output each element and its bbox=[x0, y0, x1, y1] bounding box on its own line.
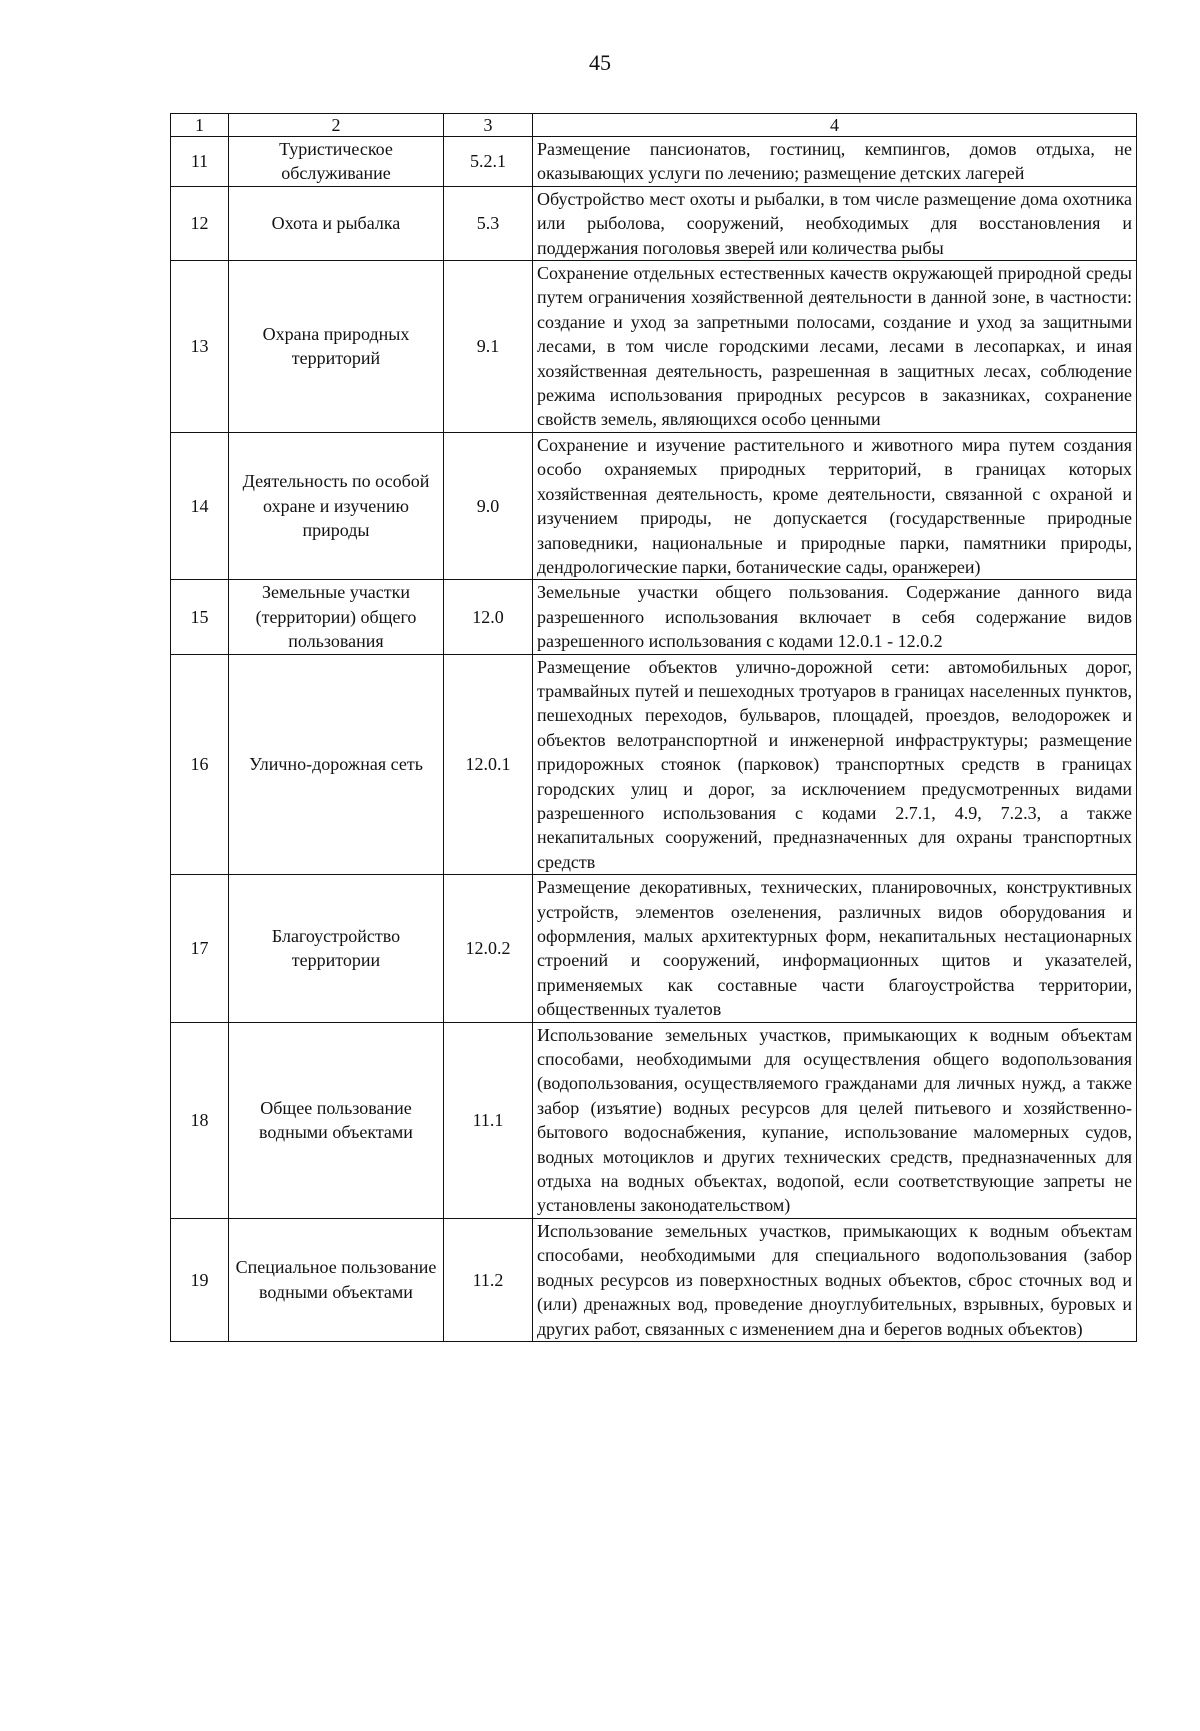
row-number: 19 bbox=[171, 1218, 229, 1341]
table-row bbox=[171, 580, 1137, 654]
use-type-description: Использование земельных участков, примыкающих к водным объектам способами, необходимыми для осуществления общего водопользования (водопользования, осуществляемого гражданами для личных нужд, а также забор (изъятие) водных ресурсов для целей питьевого и хозяйственно-бытового водоснабжения, купание, использование маломерных судов, водных мотоциклов и других технических средств, предназначенных для отдыха на водных объектах, водопой, если соответствующие запреты не установлены законодательством) bbox=[533, 1022, 1137, 1218]
use-type-description: Земельные участки общего пользования. Содержание данного вида разрешенного использования включает в себя содержание видов разрешенного использования с кодами 12.0.1 - 12.0.2 bbox=[533, 580, 1137, 654]
column-header: 2 bbox=[229, 114, 444, 137]
row-number: 13 bbox=[171, 261, 229, 433]
table-row bbox=[171, 261, 1137, 433]
table-row bbox=[171, 1022, 1137, 1218]
row-number: 16 bbox=[171, 654, 229, 875]
table-row bbox=[171, 875, 1137, 1022]
column-header: 3 bbox=[444, 114, 533, 137]
use-type-code: 5.2.1 bbox=[444, 137, 533, 187]
use-type-code: 9.1 bbox=[444, 261, 533, 433]
use-type-code: 12.0.1 bbox=[444, 654, 533, 875]
use-type-name: Благоустройство территории bbox=[229, 875, 444, 1022]
use-type-code: 9.0 bbox=[444, 432, 533, 579]
use-type-description: Использование земельных участков, примыкающих к водным объектам способами, необходимыми для специального водопользования (забор водных ресурсов из поверхностных водных объектов, сброс сточных вод и (или) дренажных вод, проведение дноуглубительных, взрывных, буровых и других работ, связанных с изменением дна и берегов водных объектов) bbox=[533, 1218, 1137, 1341]
table-row bbox=[171, 137, 1137, 187]
table-row bbox=[171, 1218, 1137, 1341]
use-type-name: Деятельность по особой охране и изучению природы bbox=[229, 432, 444, 579]
column-header: 1 bbox=[171, 114, 229, 137]
use-type-name: Общее пользование водными объектами bbox=[229, 1022, 444, 1218]
use-type-description: Обустройство мест охоты и рыбалки, в том числе размещение дома охотника или рыболова, сооружений, необходимых для восстановления и поддержания поголовья зверей или количества рыбы bbox=[533, 186, 1137, 260]
page-number: 45 bbox=[589, 50, 611, 75]
use-type-name: Охота и рыбалка bbox=[229, 186, 444, 260]
table-row bbox=[171, 654, 1137, 875]
use-type-description: Размещение декоративных, технических, планировочных, конструктивных устройств, элементов озеленения, различных видов оборудования и оформления, малых архитектурных форм, некапитальных нестационарных строений и сооружений, информационных щитов и указателей, применяемых как составные части благоустройства территории, общественных туалетов bbox=[533, 875, 1137, 1022]
use-type-name: Охрана природных территорий bbox=[229, 261, 444, 433]
table-header-row bbox=[171, 114, 1137, 137]
row-number: 17 bbox=[171, 875, 229, 1022]
land-use-table bbox=[170, 113, 1137, 1342]
use-type-code: 12.0 bbox=[444, 580, 533, 654]
use-type-name: Улично-дорожная сеть bbox=[229, 654, 444, 875]
row-number: 18 bbox=[171, 1022, 229, 1218]
use-type-description: Размещение объектов улично-дорожной сети: автомобильных дорог, трамвайных путей и пешеходных тротуаров в границах населенных пунктов, пешеходных переходов, бульваров, площадей, проездов, велодорожек и объектов велотранспортной и инженерной инфраструктуры; размещение придорожных стоянок (парковок) транспортных средств в границах городских улиц и дорог, за исключением предусмотренных видами разрешенного использования с кодами 2.7.1, 4.9, 7.2.3, а также некапитальных сооружений, предназначенных для охраны транспортных средств bbox=[533, 654, 1137, 875]
use-type-code: 5.3 bbox=[444, 186, 533, 260]
row-number: 12 bbox=[171, 186, 229, 260]
use-type-description: Размещение пансионатов, гостиниц, кемпингов, домов отдыха, не оказывающих услуги по лечению; размещение детских лагерей bbox=[533, 137, 1137, 187]
use-type-code: 12.0.2 bbox=[444, 875, 533, 1022]
use-type-name: Специальное пользование водными объектами bbox=[229, 1218, 444, 1341]
use-type-description: Сохранение отдельных естественных качеств окружающей природной среды путем ограничения хозяйственной деятельности в данной зоне, в частности: создание и уход за запретными полосами, создание и уход за защитными лесами, в том числе городскими лесами, лесами в лесопарках, и иная хозяйственная деятельность, разрешенная в защитных лесах, соблюдение режима использования природных ресурсов в заказниках, сохранение свойств земель, являющихся особо ценными bbox=[533, 261, 1137, 433]
row-number: 14 bbox=[171, 432, 229, 579]
use-type-code: 11.1 bbox=[444, 1022, 533, 1218]
row-number: 15 bbox=[171, 580, 229, 654]
use-type-name: Земельные участки (территории) общего пользования bbox=[229, 580, 444, 654]
table-row bbox=[171, 186, 1137, 260]
row-number: 11 bbox=[171, 137, 229, 187]
use-type-description: Сохранение и изучение растительного и животного мира путем создания особо охраняемых природных территорий, в границах которых хозяйственная деятельность, кроме деятельности, связанной с охраной и изучением природы, не допускается (государственные природные заповедники, национальные и природные парки, памятники природы, дендрологические парки, ботанические сады, оранжереи) bbox=[533, 432, 1137, 579]
column-header: 4 bbox=[533, 114, 1137, 137]
table-row bbox=[171, 432, 1137, 579]
use-type-name: Туристическое обслуживание bbox=[229, 137, 444, 187]
use-type-code: 11.2 bbox=[444, 1218, 533, 1341]
